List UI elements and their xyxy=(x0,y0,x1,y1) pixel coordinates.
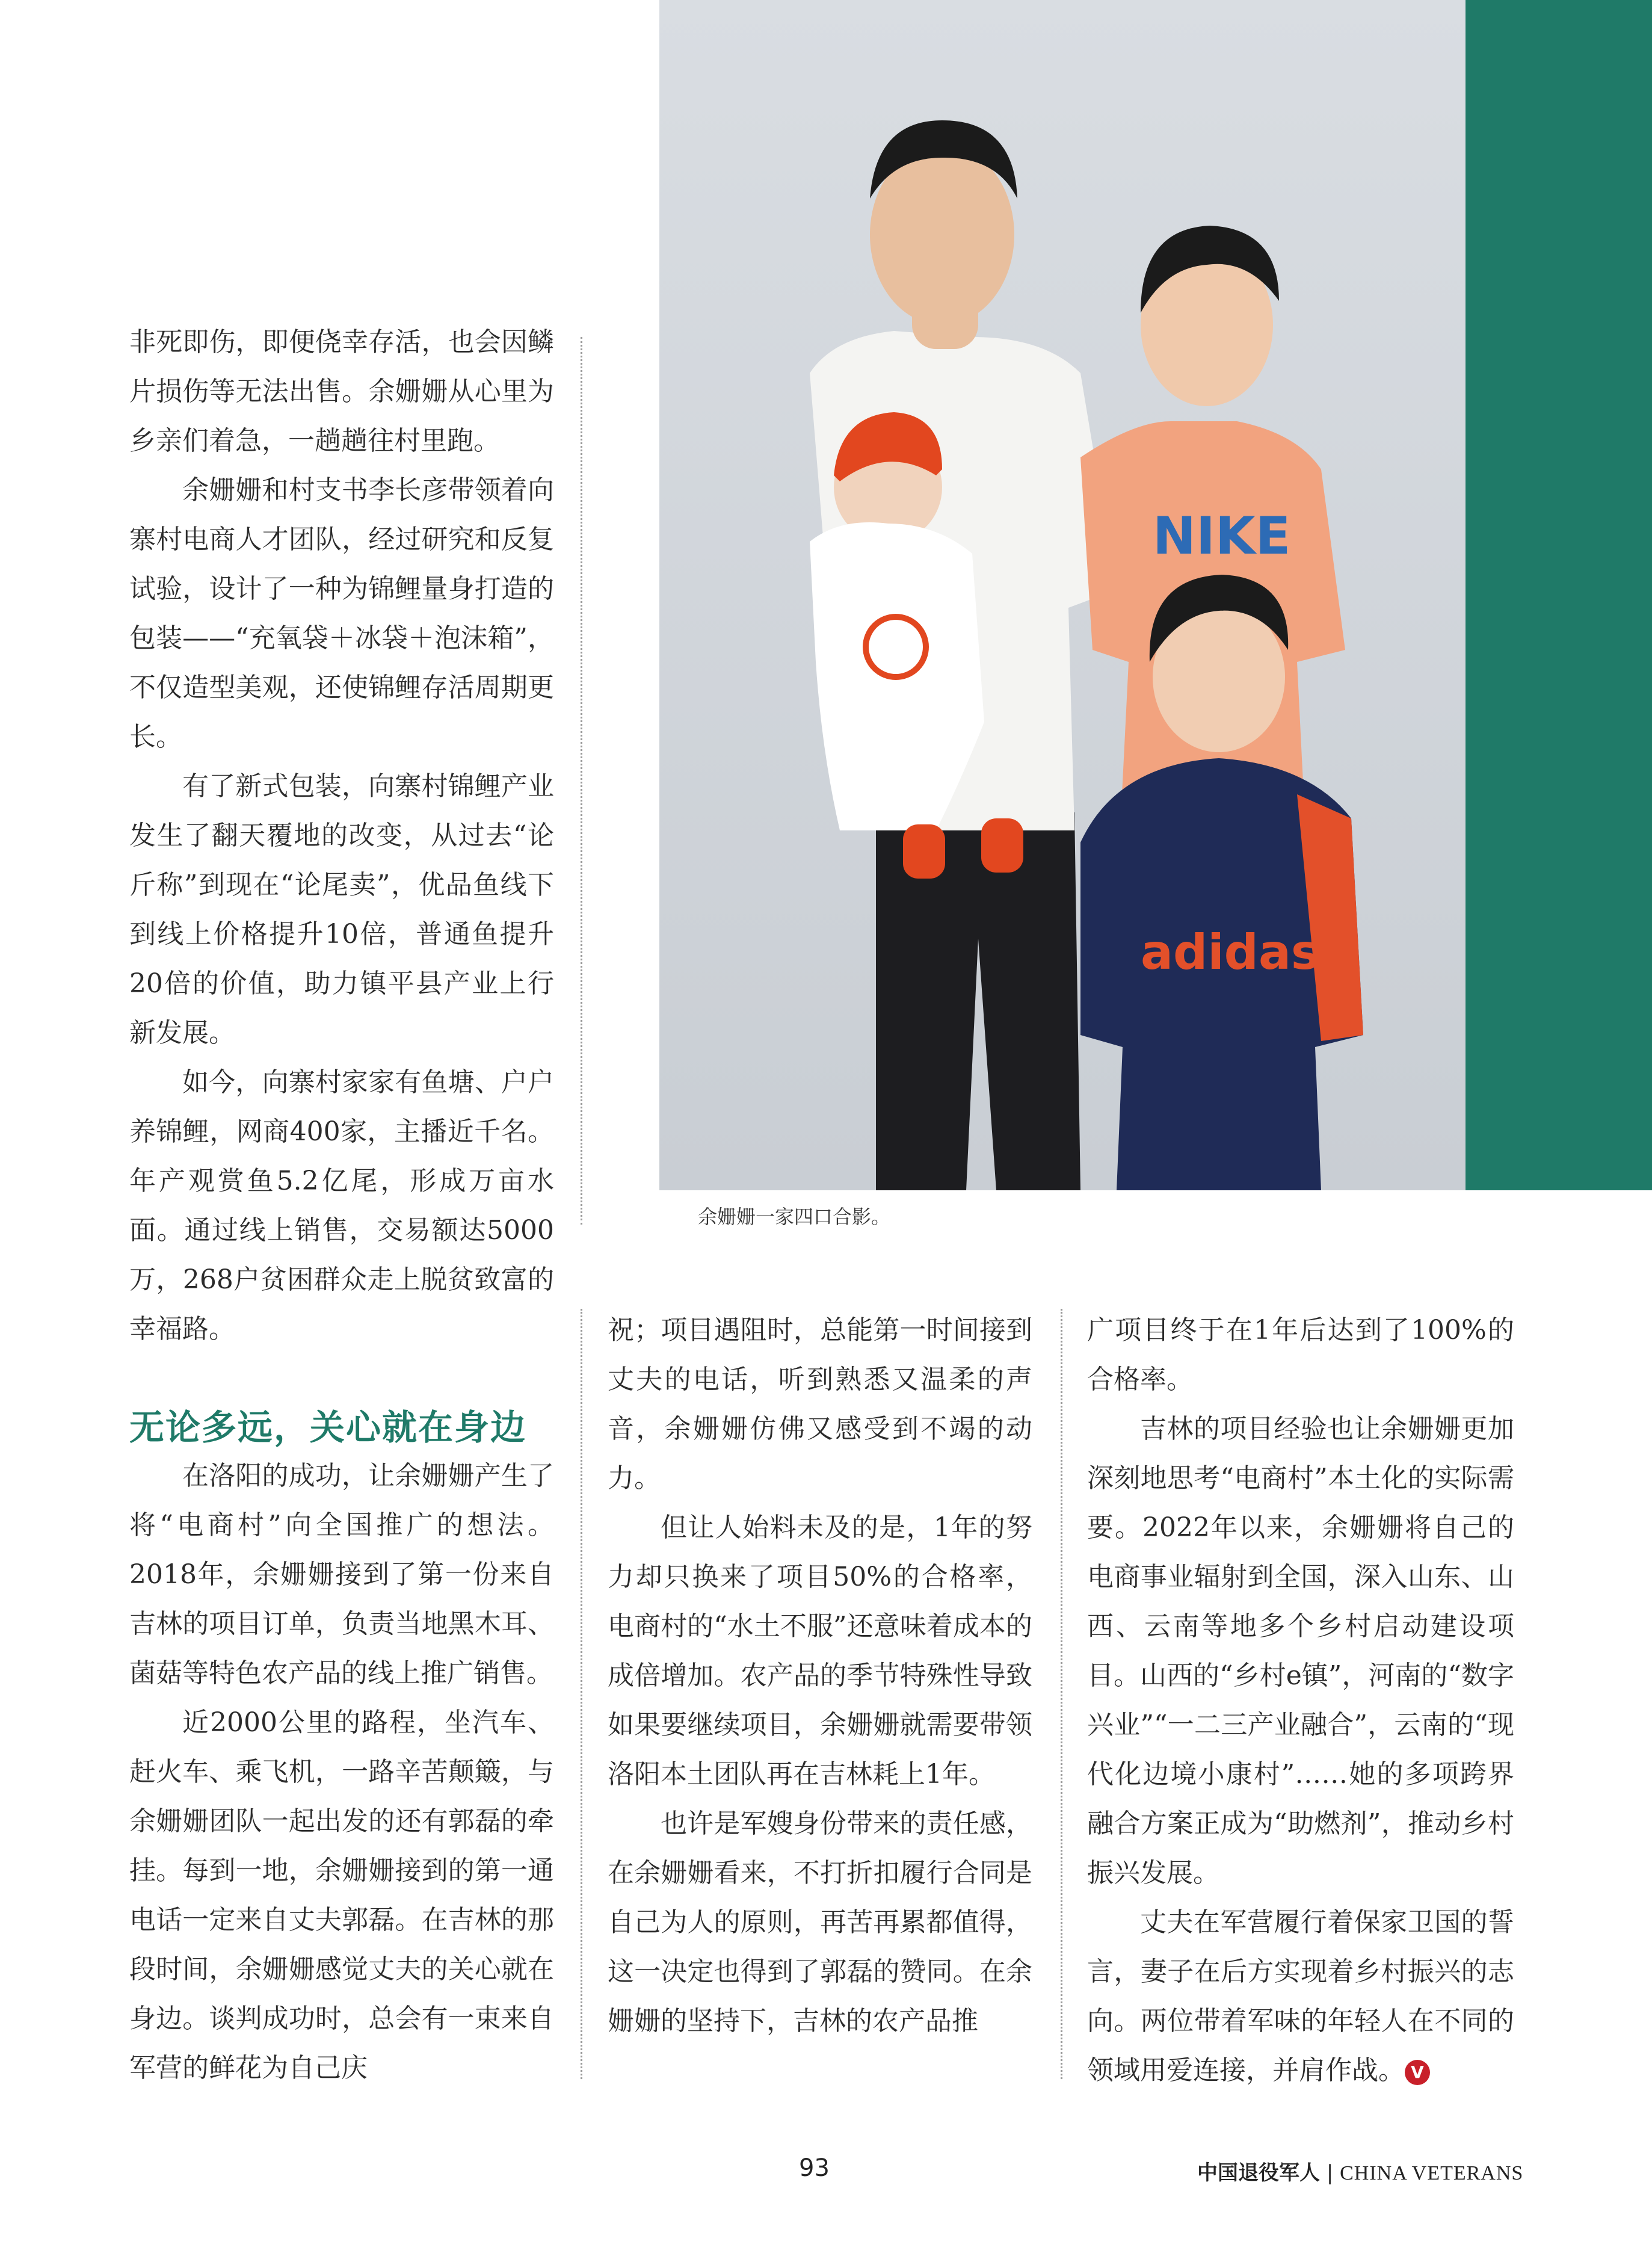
section-heading: 无论多远，关心就在身边 xyxy=(129,1407,527,1448)
paragraph: 有了新式包装，向寨村锦鲤产业发生了翻天覆地的改变，从过去“论斤称”到现在“论尾卖”，优品鱼线下到线上价格提升10倍，普通鱼提升20倍的价值，助力镇平县产业上行新发展。 xyxy=(129,771,554,1048)
column-3-text xyxy=(1087,1306,1514,2095)
paragraph xyxy=(1087,1898,1514,2095)
paragraph: 也许是军嫂身份带来的责任感，在余姗姗看来，不打折扣履行合同是自己为人的原则，再苦再累都值得，这一决定也得到了郭磊的赞同。在余姗姗的坚持下，吉林的农产品推 xyxy=(608,1808,1032,2036)
paragraph: 余姗姗和村支书李长彦带领着向寨村电商人才团队，经过研究和反复试验，设计了一种为锦鲤量身打造的包装——“充氧袋＋冰袋＋泡沫箱”，不仅造型美观，还使锦鲤存活周期更长。 xyxy=(129,475,554,752)
paragraph: 祝；项目遇阻时，总能第一时间接到丈夫的电话，听到熟悉又温柔的声音，余姗姗仿佛又感受到不竭的动力。 xyxy=(608,1315,1032,1494)
paragraph: 非死即伤，即便侥幸存活，也会因鳞片损伤等无法出售。余姗姗从心里为乡亲们着急，一趟趟往村里跑。 xyxy=(129,327,554,456)
column-1-bottom-text xyxy=(129,1451,554,2093)
magazine-separator: | xyxy=(1326,2161,1334,2185)
paragraph: 但让人始料未及的是，1年的努力却只换来了项目50%的合格率，电商村的“水土不服”还意味着成本的成倍增加。农产品的季节特殊性导致如果要继续项目，余姗姗就需要带领洛阳本土团队再在吉林耗上1年。 xyxy=(608,1512,1032,1790)
paragraph: 吉林的项目经验也让余姗姗更加深刻地思考“电商村”本土化的实际需要。2022年以来，余姗姗将自己的电商事业辐射到全国，深入山东、山西、云南等地多个乡村启动建设项目。山西的“乡村e镇”，河南的“数字兴业”“一二三产业融合”，云南的“现代化边境小康村”……她的多项跨界融合方案正成为“助燃剂”，推动乡村振兴发展。 xyxy=(1087,1414,1514,1888)
paragraph: 广项目终于在1年后达到了100%的合格率。 xyxy=(1087,1315,1514,1395)
end-mark-icon: V xyxy=(1405,2060,1430,2085)
column-divider xyxy=(581,337,582,1225)
column-divider xyxy=(1061,1309,1062,2079)
column-2-text xyxy=(608,1306,1032,2046)
magazine-name-cn: 中国退役军人 xyxy=(1197,2161,1320,2185)
child-shirt-text: adidas xyxy=(1141,924,1320,980)
paragraph: 在洛阳的成功，让余姗姗产生了将“电商村”向全国推广的想法。2018年，余姗姗接到了第一份来自吉林的项目订单，负责当地黑木耳、菌菇等特色农产品的线上推广销售。 xyxy=(129,1460,554,1689)
column-divider xyxy=(581,1309,582,2079)
page-number: 93 xyxy=(799,2154,830,2182)
decorative-green-bar xyxy=(1466,0,1652,1190)
magazine-name-en: CHINA VETERANS xyxy=(1340,2162,1524,2184)
photo-caption: 余姗姗一家四口合影。 xyxy=(698,1205,891,1228)
column-1-top-text xyxy=(129,318,554,1354)
mother-shirt-text: NIKE xyxy=(1153,506,1291,566)
paragraph-text: 丈夫在军营履行着保家卫国的誓言，妻子在后方实现着乡村振兴的志向。两位带着军味的年轻人在不同的领域用爱连接，并肩作战。 xyxy=(1087,1907,1514,2086)
paragraph: 如今，向寨村家家有鱼塘、户户养锦鲤，网商400家，主播近千名。年产观赏鱼5.2亿尾，形成万亩水面。通过线上销售，交易额达5000万，268户贫困群众走上脱贫致富的幸福路。 xyxy=(129,1067,554,1344)
family-photo xyxy=(659,0,1466,1190)
magazine-name xyxy=(1197,2156,1523,2186)
paragraph: 近2000公里的路程，坐汽车、赶火车、乘飞机，一路辛苦颠簸，与余姗姗团队一起出发的还有郭磊的牵挂。每到一地，余姗姗接到的第一通电话一定来自丈夫郭磊。在吉林的那段时间，余姗姗感觉丈夫的关心就在身边。谈判成功时，总会有一束来自军营的鲜花为自己庆 xyxy=(129,1707,554,2083)
